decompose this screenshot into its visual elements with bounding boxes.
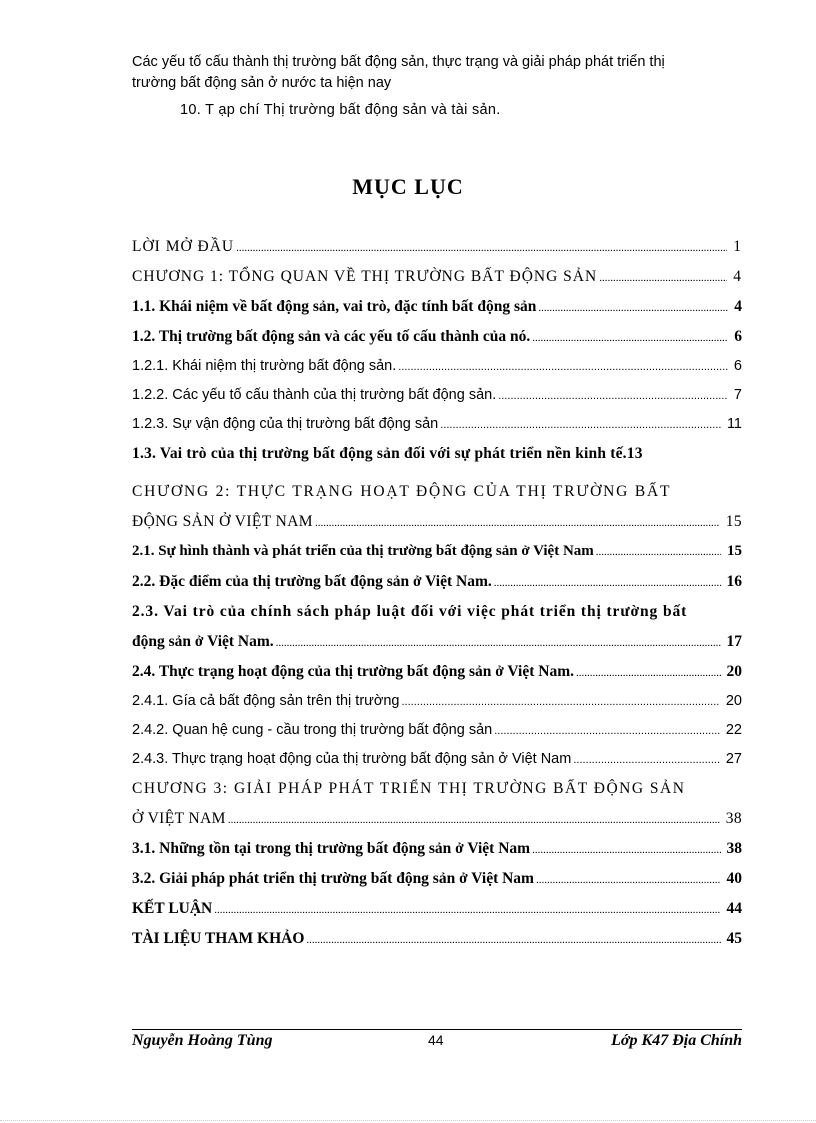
footer-page-number: 44 <box>428 1032 444 1048</box>
dot-leader <box>315 517 720 529</box>
toc-entry[interactable] <box>132 693 742 722</box>
dot-leader <box>440 419 721 431</box>
intro-line-2: trường bất động sản ở nước ta hiện nay <box>132 75 392 91</box>
dot-leader <box>599 272 727 284</box>
toc-entry[interactable] <box>132 900 742 930</box>
toc-entry-label: Ở VIỆT NAM <box>132 810 226 827</box>
toc-entry-label: 1.2.2. Các yếu tố cấu thành của thị trường bất động sản. <box>132 387 497 403</box>
table-of-contents <box>132 238 742 960</box>
footer-divider <box>132 1029 742 1030</box>
toc-entry-label: 2.4.3. Thực trạng hoạt động của thị trường bất động sản ở Việt Nam <box>132 751 572 767</box>
intro-paragraph <box>132 52 712 94</box>
toc-entry[interactable] <box>132 930 742 960</box>
toc-entry-label: CHƯƠNG 1: TỔNG QUAN VỀ THỊ TRƯỜNG BẤT ĐỘNG SẢN <box>132 268 598 285</box>
toc-entry-label: CHƯƠNG 2: THỰC TRẠNG HOẠT ĐỘNG CỦA THỊ TRƯỜNG BẤT <box>132 483 672 500</box>
toc-entry-page: 6 <box>733 358 742 374</box>
page-footer <box>132 1032 742 1056</box>
toc-entry[interactable] <box>132 840 742 870</box>
dot-leader <box>236 242 727 254</box>
toc-entry-page: 15 <box>727 543 742 559</box>
dot-leader <box>402 696 720 708</box>
toc-entry-page: 22 <box>725 722 742 738</box>
toc-entry-page: 13 <box>626 445 643 462</box>
toc-entry-label: 3.1. Những tồn tại trong thị trường bất động sản ở Việt Nam <box>132 840 531 857</box>
toc-entry-page: 1 <box>733 238 742 255</box>
toc-title: MỤC LỤC <box>352 174 464 199</box>
toc-entry-page: 20 <box>726 663 742 680</box>
dot-leader <box>498 390 728 402</box>
toc-entry-label: 2.4.2. Quan hệ cung - cầu trong thị trường bất động sản <box>132 722 493 738</box>
dot-leader <box>228 814 720 826</box>
toc-entry[interactable] <box>132 573 742 603</box>
page-break-divider <box>0 1120 816 1121</box>
footer-class: Lớp K47 Địa Chính <box>611 1032 742 1049</box>
toc-entry-label: ĐỘNG SẢN Ở VIỆT NAM <box>132 513 313 530</box>
toc-entry[interactable] <box>132 543 742 573</box>
toc-entry-label: 2.3. Vai trò của chính sách pháp luật đối với việc phát triển thị trường bất <box>132 603 688 620</box>
toc-entry-line-1[interactable] <box>132 780 742 810</box>
dot-leader <box>536 874 721 886</box>
dot-leader <box>276 637 721 649</box>
toc-entry[interactable] <box>132 513 742 543</box>
toc-entry-page: 7 <box>733 387 742 403</box>
dot-leader <box>538 302 728 314</box>
toc-entry-label: 1.2. Thị trường bất động sản và các yếu tố cấu thành của nó. <box>132 328 531 345</box>
toc-entry-page: 16 <box>726 573 742 590</box>
toc-entry[interactable] <box>132 445 742 475</box>
dot-leader <box>398 361 728 373</box>
toc-entry-label: 2.4. Thực trạng hoạt động của thị trường bất động sản ở Việt Nam. <box>132 663 574 680</box>
dot-leader <box>494 725 720 737</box>
toc-entry[interactable] <box>132 238 742 268</box>
toc-entry-label: động sản ở Việt Nam. <box>132 633 274 650</box>
toc-entry-page: 17 <box>726 633 742 650</box>
dot-leader <box>306 934 720 946</box>
dot-leader <box>576 667 721 679</box>
toc-entry[interactable] <box>132 751 742 780</box>
toc-entry-page: 38 <box>726 840 742 857</box>
toc-entry-page: 11 <box>726 416 742 432</box>
dot-leader <box>532 844 720 856</box>
intro-line-1: Các yếu tố cấu thành thị trường bất động sản, thực trạng và giải pháp phát triển thị <box>132 54 665 70</box>
toc-entry-label: 1.3. Vai trò của thị trường bất động sản đối với sự phát triển nền kinh tế. <box>132 445 627 462</box>
toc-entry[interactable] <box>132 810 742 840</box>
toc-entry-label: 2.1. Sự hình thành và phát triển của thị trường bất động sản ở Việt Nam <box>132 543 594 559</box>
toc-entry[interactable] <box>132 298 742 328</box>
toc-entry-line-1[interactable] <box>132 603 742 633</box>
dot-leader <box>596 546 721 558</box>
toc-entry-label: KẾT LUẬN <box>132 900 213 917</box>
toc-entry-page: 27 <box>725 751 742 767</box>
toc-entry-label: 1.2.1. Khái niệm thị trường bất động sản. <box>132 358 397 374</box>
toc-entry-label: 1.2.3. Sự vận động của thị trường bất động sản <box>132 416 439 432</box>
toc-entry-page: 4 <box>733 268 742 285</box>
toc-entry-label: CHƯƠNG 3: GIẢI PHÁP PHÁT TRIỂN THỊ TRƯỜNG BẤT ĐỘNG SẢN <box>132 780 686 797</box>
toc-entry[interactable] <box>132 358 742 387</box>
toc-entry[interactable] <box>132 387 742 416</box>
dot-leader <box>573 754 720 766</box>
dot-leader <box>532 332 728 344</box>
toc-entry[interactable] <box>132 722 742 751</box>
toc-entry[interactable] <box>132 268 742 298</box>
toc-entry[interactable] <box>132 663 742 693</box>
toc-entry-page: 4 <box>734 298 742 315</box>
toc-entry-label: TÀI LIỆU THAM KHẢO <box>132 930 305 947</box>
toc-entry[interactable] <box>132 416 742 445</box>
toc-entry[interactable] <box>132 870 742 900</box>
reference-item: 10. T ạp chí Thị trường bất động sản và tài sản. <box>180 102 501 118</box>
toc-entry-line-1[interactable] <box>132 483 742 513</box>
toc-entry-page: 20 <box>725 693 742 709</box>
toc-entry-label: LỜI MỞ ĐẦU <box>132 238 235 255</box>
toc-entry[interactable] <box>132 328 742 358</box>
toc-entry-page: 44 <box>726 900 742 917</box>
toc-entry-page: 38 <box>725 810 742 827</box>
toc-entry-page: 45 <box>726 930 742 947</box>
toc-entry-page: 15 <box>725 513 742 530</box>
toc-entry-label: 3.2. Giải pháp phát triển thị trường bất động sản ở Việt Nam <box>132 870 534 887</box>
dot-leader <box>214 904 720 916</box>
toc-entry-label: 2.2. Đặc điểm của thị trường bất động sản ở Việt Nam. <box>132 573 492 590</box>
toc-entry-label: 2.4.1. Gía cả bất động sản trên thị trường <box>132 693 400 709</box>
dot-leader <box>494 577 721 589</box>
toc-entry[interactable] <box>132 633 742 663</box>
footer-author: Nguyễn Hoàng Tùng <box>132 1032 273 1049</box>
toc-entry-page: 40 <box>726 870 742 887</box>
toc-entry-page: 6 <box>734 328 742 345</box>
toc-entry-label: 1.1. Khái niệm về bất động sản, vai trò, đặc tính bất động sản <box>132 298 537 315</box>
